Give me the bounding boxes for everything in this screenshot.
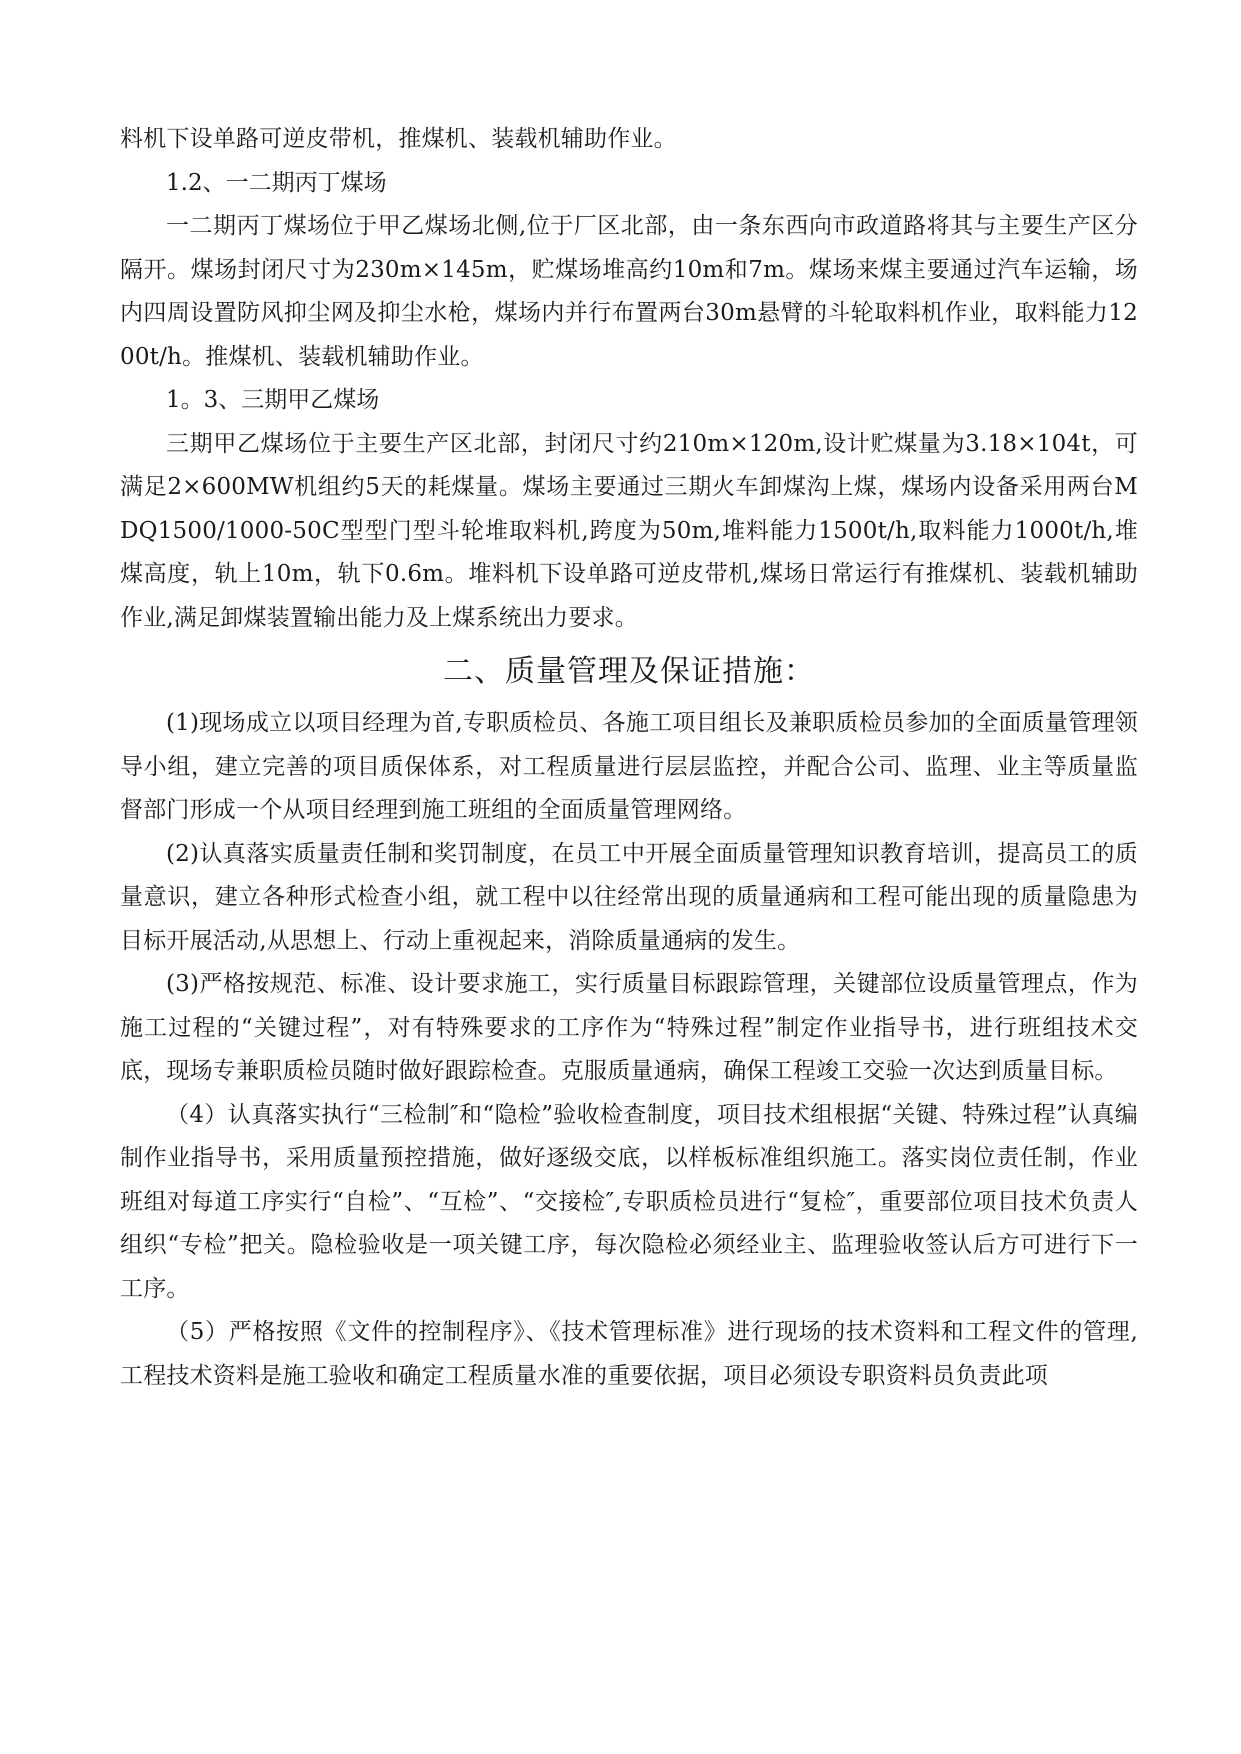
section-heading-quality: 二、质量管理及保证措施： <box>443 654 815 689</box>
subsection-body-1-2: 一二期丙丁煤场位于甲乙煤场北侧,位于厂区北部，由一条东西向市政道路将其与主要生产区分隔开。煤场封闭尺寸为230m×145m，贮煤场堆高约10m和7m。煤场来煤主要通过汽车运输，场内四周设置防风抑尘网及抑尘水枪，煤场内并行布置两台30m悬臂的斗轮取料机作业，取料能力1200t/h。推煤机、装载机辅助作业。 <box>120 213 1138 370</box>
subsection-heading-1-2: 1.2、一二期丙丁煤场 <box>166 169 387 196</box>
quality-item-3: (3)严格按规范、标准、设计要求施工，实行质量目标跟踪管理，关键部位设质量管理点，作为施工过程的“关键过程”，对有特殊要求的工序作为“特殊过程”制定作业指导书，进行班组技术交底，现场专兼职质检员随时做好跟踪检查。克服质量通病，确保工程竣工交验一次达到质量目标。 <box>120 971 1138 1084</box>
quality-item-1: (1)现场成立以项目经理为首,专职质检员、各施工项目组长及兼职质检员参加的全面质量管理领导小组，建立完善的项目质保体系，对工程质量进行层层监控，并配合公司、监理、业主等质量监督部门形成一个从项目经理到施工班组的全面质量管理网络。 <box>120 710 1138 823</box>
subsection-heading-1-3: 1。3、三期甲乙煤场 <box>166 387 380 413</box>
document-body <box>120 118 1138 1398</box>
quality-item-5: （5）严格按照《文件的控制程序》、《技术管理标准》进行现场的技术资料和工程文件的管理,工程技术资料是施工验收和确定工程质量水准的重要依据，项目必须设专职资料员负责此项 <box>120 1319 1138 1389</box>
paragraph-continuation: 料机下设单路可逆皮带机，推煤机、装载机辅助作业。 <box>120 126 677 152</box>
subsection-body-1-3: 三期甲乙煤场位于主要生产区北部，封闭尺寸约210m×120m,设计贮煤量为3.18×104t，可满足2×600MW机组约5天的耗煤量。煤场主要通过三期火车卸煤沟上煤，煤场内设备采用两台MDQ1500/1000-50C型型门型斗轮堆取料机,跨度为50m,堆料能力1500t/h,取料能力1000t/h,堆煤高度，轨上10m，轨下0.6m。堆料机下设单路可逆皮带机,煤场日常运行有推煤机、装载机辅助作业,满足卸煤装置输出能力及上煤系统出力要求。 <box>120 430 1138 631</box>
quality-item-2: (2)认真落实质量责任制和奖罚制度，在员工中开展全面质量管理知识教育培训，提高员工的质量意识，建立各种形式检查小组，就工程中以往经常出现的质量通病和工程可能出现的质量隐患为目标开展活动,从思想上、行动上重视起来，消除质量通病的发生。 <box>120 840 1138 954</box>
quality-item-4: （4）认真落实执行“三检制″和“隐检”验收检查制度，项目技术组根据“关键、特殊过程”认真编制作业指导书，采用质量预控措施，做好逐级交底，以样板标准组织施工。落实岗位责任制，作业班组对每道工序实行“自检”、“互检”、“交接检″,专职质检员进行“复检″，重要部位项目技术负责人组织“专检”把关。隐检验收是一项关键工序，每次隐检必须经业主、监理验收签认后方可进行下一工序。 <box>120 1101 1138 1302</box>
